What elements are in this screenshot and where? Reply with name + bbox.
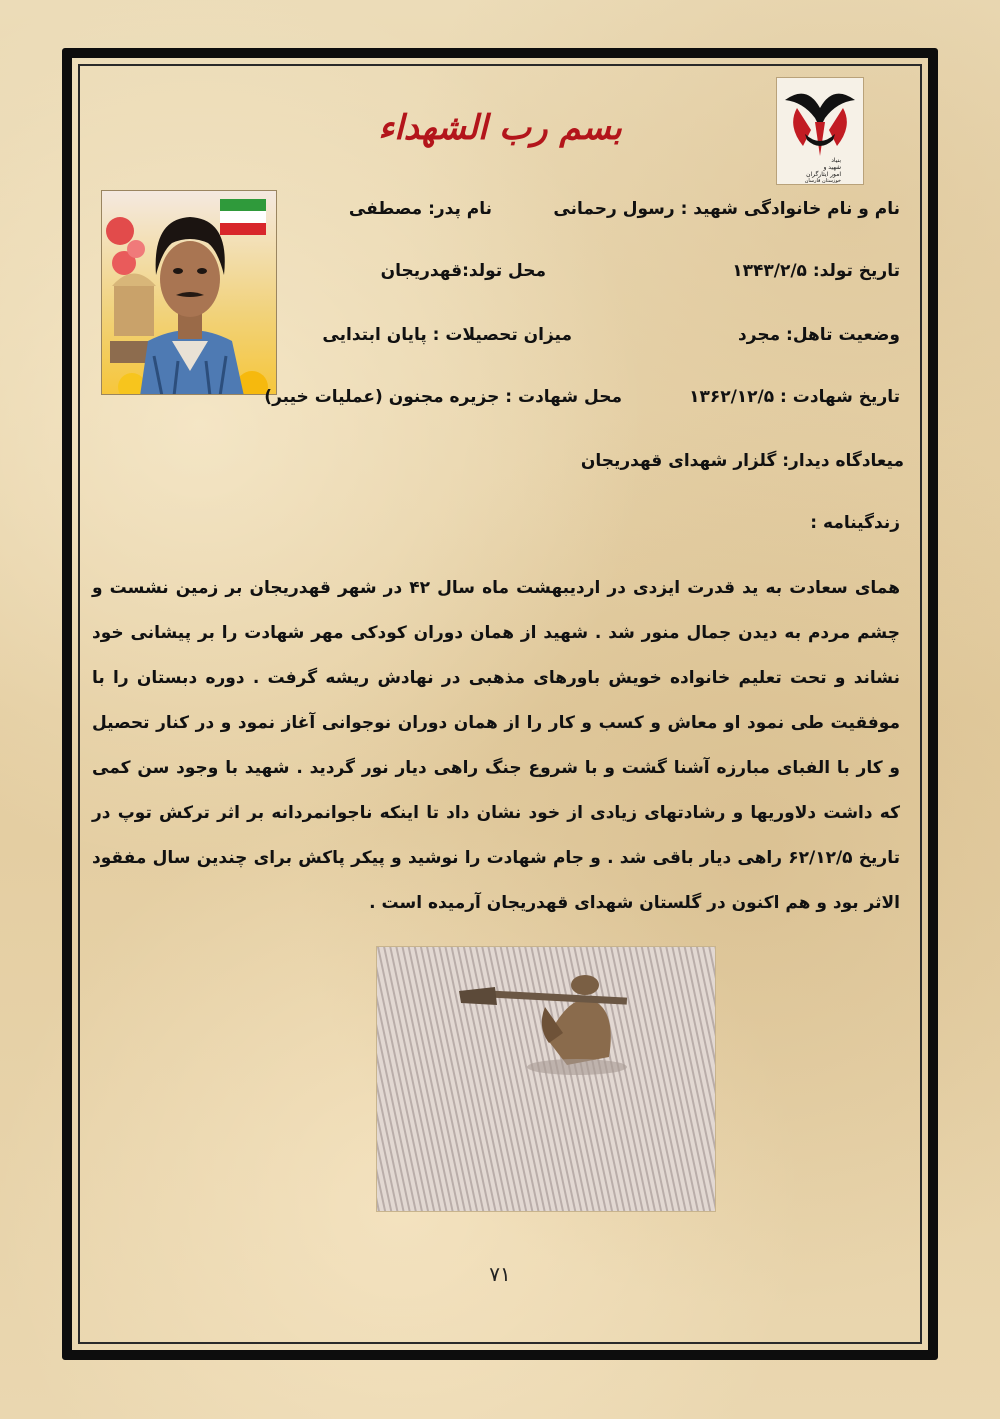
foundation-logo bbox=[776, 77, 864, 185]
logo-caption-2: شهید و bbox=[823, 164, 841, 171]
field-martyrdom-date: تاریخ شهادت : ۱۳۶۲/۱۲/۵ bbox=[689, 387, 900, 407]
field-birth-date: تاریخ تولد: ۱۳۴۳/۲/۵ bbox=[732, 261, 900, 281]
field-marital-status: وضعیت تاهل: مجرد bbox=[738, 325, 900, 345]
field-father-name: نام پدر: مصطفی bbox=[348, 199, 492, 219]
field-martyrdom-place: محل شهادت : جزیره مجنون (عملیات خیبر) bbox=[264, 387, 622, 407]
portrait-photo-icon bbox=[102, 191, 277, 395]
field-education: میزان تحصیلات : پایان ابتدایی bbox=[322, 325, 572, 345]
page-title: بسم رب الشهداء bbox=[378, 108, 622, 148]
page-number: ۷۱ bbox=[489, 1262, 511, 1286]
field-birth-place: محل تولد:قهدریجان bbox=[380, 261, 546, 281]
soldier-photo-icon bbox=[377, 947, 716, 1212]
logo-caption-3: امور ایثارگران bbox=[806, 171, 841, 178]
foundation-logo-icon bbox=[777, 78, 863, 184]
field-meeting-place: میعادگاه دیدار: گلزار شهدای قهدریجان bbox=[580, 451, 904, 471]
biography-heading: زندگینامه : bbox=[810, 513, 900, 533]
martyr-portrait bbox=[101, 190, 277, 395]
war-photo bbox=[376, 946, 716, 1212]
logo-caption-1: بنیاد bbox=[831, 157, 841, 164]
field-name: نام و نام خانوادگی شهید : رسول رحمانی bbox=[553, 199, 900, 219]
biography-text: همای سعادت به ید قدرت ایزدی در اردیبهشت ماه سال ۴۲ در شهر قهدریجان بر زمین نشست و چشم مردم به دیدن جمال منور شد . شهید از همان دوران کودکی مهر شهادت را بر پیشانی خود نشاند و تحت تعلیم خانواده خویش باورهای مذهبی در نهادش ریشه گرفت . دوره دبستان را با موفقیت طی نمود او معاش و کسب و کار را از همان دوران نوجوانی آغاز نمود و در کنار تحصیل و کار با الفبای مبارزه آشنا گشت و با شروع جنگ راهی دیار نور گردید . شهید با وجود سن کمی که داشت دلاوریها و رشادتهای زیادی از خود نشان داد تا اینکه ناجوانمردانه بر اثر ترکش توپ در تاریخ ۶۲/۱۲/۵ راهی دیار باقی شد . و جام شهادت را نوشید و پیکر پاکش برای چندین سال مفقود الاثر بود و هم اکنون در گلستان شهدای قهدریجان آرمیده است . bbox=[92, 578, 900, 913]
logo-caption-4: خوزستان فارسان bbox=[804, 178, 841, 184]
